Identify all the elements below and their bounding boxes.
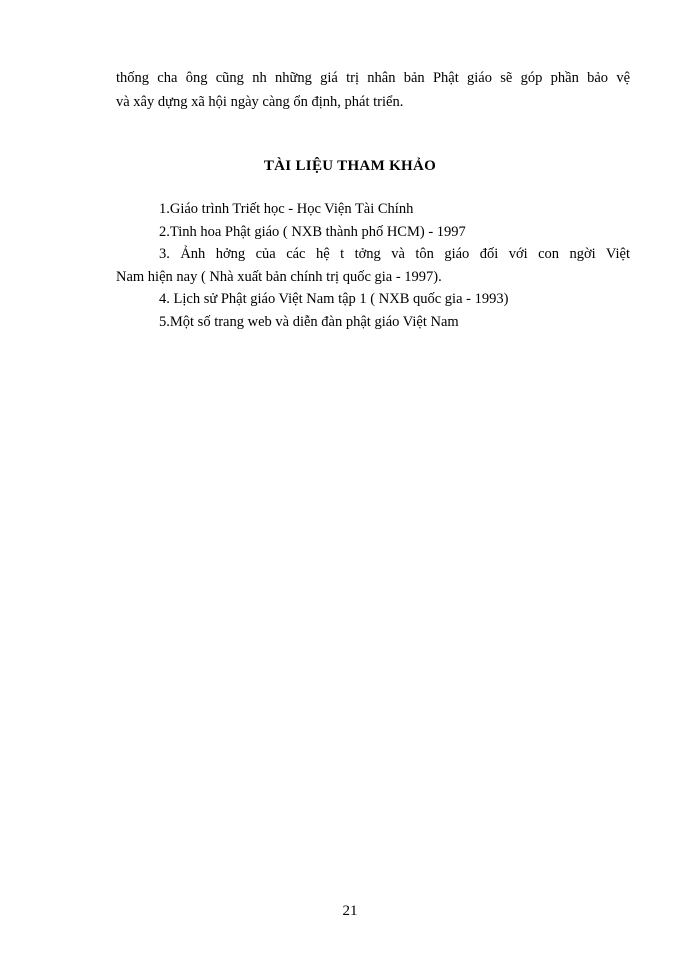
intro-line-1: thống cha ông cũng nh những giá trị nhân bản Phật giáo sẽ góp phần bảo vệ <box>116 70 630 86</box>
page-number: 21 <box>342 903 358 919</box>
references-list <box>116 198 630 333</box>
reference-item-2: 2.Tinh hoa Phật giáo ( NXB thành phố HCM) - 1997 <box>159 223 466 240</box>
reference-item-3: 3. Ảnh hởng của các hệ t tởng và tôn giáo đối với con ngời Việt <box>159 246 630 262</box>
references-heading: TÀI LIỆU THAM KHẢO <box>263 158 437 174</box>
reference-item-1: 1.Giáo trình Triết học - Học Viện Tài Chính <box>159 201 414 217</box>
reference-item-5: 5.Một số trang web và diễn đàn phật giáo Việt Nam <box>159 313 459 330</box>
intro-line-2: và xây dựng xã hội ngày càng ổn định, phát triển. <box>116 94 404 110</box>
intro-paragraph <box>116 66 630 114</box>
reference-item-3-continuation: Nam hiện nay ( Nhà xuất bản chính trị quốc gia - 1997). <box>116 268 442 285</box>
reference-item-4: 4. Lịch sử Phật giáo Việt Nam tập 1 ( NXB quốc gia - 1993) <box>159 291 509 307</box>
